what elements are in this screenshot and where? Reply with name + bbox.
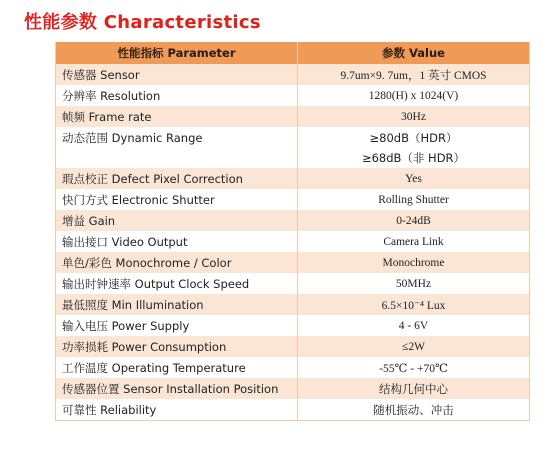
value-cell: Camera Link xyxy=(298,231,530,252)
param-cell: 可靠性 Reliability xyxy=(56,399,298,421)
table-row xyxy=(56,64,530,85)
table-row xyxy=(56,85,530,106)
table-row xyxy=(56,315,530,336)
param-cell: 最低照度 Min Illumination xyxy=(56,294,298,315)
table-row xyxy=(56,273,530,294)
value-cell: Yes xyxy=(298,168,530,189)
table-row xyxy=(56,378,530,399)
value-cell: ≥68dB（非 HDR） xyxy=(298,148,530,168)
value-cell: 结构几何中心 xyxy=(298,378,530,399)
param-cell: 工作温度 Operating Temperature xyxy=(56,357,298,378)
param-cell: 增益 Gain xyxy=(56,210,298,231)
value-cell: 4 - 6V xyxy=(298,315,530,336)
value-cell: 6.5×10⁻⁴ Lux xyxy=(298,294,530,315)
param-cell: 快门方式 Electronic Shutter xyxy=(56,189,298,210)
table-row xyxy=(56,148,530,168)
param-cell: 分辨率 Resolution xyxy=(56,85,298,106)
table-row xyxy=(56,106,530,127)
value-cell: 9.7um×9. 7um，1 英寸 CMOS xyxy=(298,64,530,85)
table-row xyxy=(56,294,530,315)
param-cell: 动态范围 Dynamic Range xyxy=(56,127,298,148)
value-cell: 随机振动、冲击 xyxy=(298,399,530,421)
table-row xyxy=(56,252,530,273)
param-cell: 输出时钟速率 Output Clock Speed xyxy=(56,273,298,294)
param-cell: 输出接口 Video Output xyxy=(56,231,298,252)
table-row xyxy=(56,210,530,231)
header-parameter: 性能指标 Parameter xyxy=(56,42,298,64)
table-row xyxy=(56,168,530,189)
table-row xyxy=(56,336,530,357)
table-row xyxy=(56,231,530,252)
value-cell: 30Hz xyxy=(298,106,530,127)
page-title: 性能参数 Characteristics xyxy=(24,12,261,33)
value-cell: Rolling Shutter xyxy=(298,189,530,210)
value-cell: 1280(H) x 1024(V) xyxy=(298,85,530,106)
characteristics-table xyxy=(55,42,530,421)
param-cell: 瑕点校正 Defect Pixel Correction xyxy=(56,168,298,189)
header-value: 参数 Value xyxy=(298,42,530,64)
value-cell: 0-24dB xyxy=(298,210,530,231)
value-cell: 50MHz xyxy=(298,273,530,294)
value-cell: ≥80dB（HDR） xyxy=(298,127,530,148)
param-cell xyxy=(56,148,298,168)
param-cell: 单色/彩色 Monochrome / Color xyxy=(56,252,298,273)
table-header-row xyxy=(56,42,530,64)
param-cell: 输入电压 Power Supply xyxy=(56,315,298,336)
param-cell: 传感器 Sensor xyxy=(56,64,298,85)
param-cell: 帧频 Frame rate xyxy=(56,106,298,127)
table-row xyxy=(56,357,530,378)
value-cell: Monochrome xyxy=(298,252,530,273)
param-cell: 功率损耗 Power Consumption xyxy=(56,336,298,357)
param-cell: 传感器位置 Sensor Installation Position xyxy=(56,378,298,399)
value-cell: -55℃ - +70℃ xyxy=(298,357,530,378)
value-cell: ≤2W xyxy=(298,336,530,357)
table-row xyxy=(56,127,530,148)
table-row xyxy=(56,189,530,210)
table-row xyxy=(56,399,530,421)
